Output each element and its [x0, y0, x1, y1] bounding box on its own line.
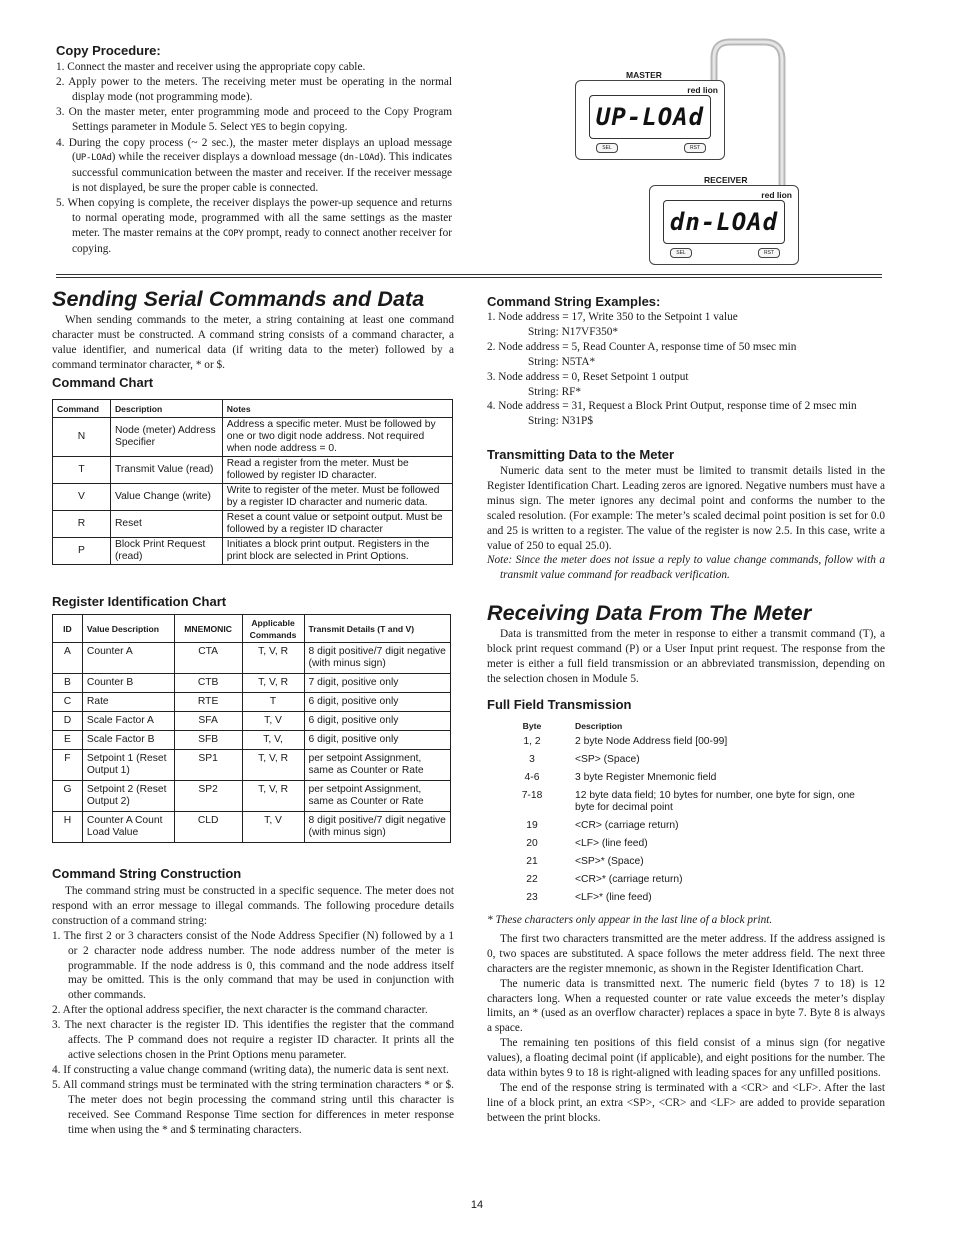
value-description-cell: Rate: [82, 693, 174, 712]
applicable-commands-cell: T, V, R: [242, 781, 304, 812]
copy-step-5: 5. When copying is complete, the receiver displays the power-up sequence and returns to normal operating mode, programmed with all the same settings as the master meter. The master remains at the COPY prompt, ready to connect another receiver for copying.: [56, 197, 452, 255]
full-field-row: [503, 892, 885, 904]
transmitting-note: Note: Since the meter does not issue a reply to value change commands, follow with a transmit value command for readback verification.: [487, 554, 885, 582]
value-description-cell: Counter A: [82, 643, 174, 674]
construction-steps: [52, 929, 454, 1138]
full-field-row: [503, 856, 885, 868]
transmitting-body: Numeric data sent to the meter must be limited to transmit details listed in the Register Identification Chart. Leading zeros are ignored. Negative numbers must have a minus sign. The meter ignores any decimal point and conforms the number to the scaled resolution. (For example: The meter’s scaled decimal point position is set for 0.0 and 25 is written to a register. The value of the register is now 2.5. In this case, write a value of 250 to equal 25.0).: [487, 465, 885, 552]
page-number: 14: [470, 1199, 484, 1211]
applicable-commands-cell: T: [242, 693, 304, 712]
command-cell: N: [53, 418, 111, 457]
command-cell: P: [53, 538, 111, 565]
transmitting-section: [487, 447, 885, 583]
value-description-cell: Counter A Count Load Value: [82, 812, 174, 843]
mnemonic-cell: SFA: [174, 712, 242, 731]
command-cell: T: [53, 457, 111, 484]
example-1-string: String: N17VF350*: [528, 325, 619, 338]
id-cell: C: [53, 693, 83, 712]
notes-cell: Write to register of the meter. Must be followed by a register ID character and numeric data.: [222, 484, 452, 511]
copy-figure: [560, 30, 820, 270]
value-description-cell: Setpoint 2 (Reset Output 2): [82, 781, 174, 812]
receiver-rst-button: RST: [758, 248, 780, 258]
sending-title: Sending Serial Commands and Data: [52, 287, 425, 311]
full-field-p2: The numeric data is transmitted next. The numeric field (bytes 7 to 18) is 12 characters long. When a requested counter or rate value exceeds the meter’s display limits, an * (used as an overflow character) replaces a space in byte 7. Byte 8 is always a space.: [487, 977, 885, 1035]
transmit-details-cell: 8 digit positive/7 digit negative (with minus sign): [304, 643, 450, 674]
byte-header: Byte: [522, 721, 542, 731]
receiver-display: dn-LOAd: [663, 200, 785, 244]
description-cell: Block Print Request (read): [110, 538, 222, 565]
construction-step-3: 3. The next character is the register ID. This identifies the register that the command affects. The P command does not require a register ID character. It prints all the active selections chosen in the Print Options menu parameter.: [52, 1019, 454, 1061]
value-description-cell: Setpoint 1 (Reset Output 1): [82, 750, 174, 781]
byte-cell: 23: [526, 892, 538, 903]
full-field-header-row: [503, 720, 885, 736]
description-cell: Value Change (write): [110, 484, 222, 511]
mnemonic-cell: CTB: [174, 674, 242, 693]
receiver-brand-logo: red lion: [761, 190, 792, 200]
notes-cell: Initiates a block print output. Registers in the print block are selected in Print Options.: [222, 538, 452, 565]
register-chart-section: [52, 594, 454, 843]
construction-intro: The command string must be constructed in a specific sequence. The meter does not respond with an error message to illegal commands. The following procedure details construction of a command string:: [52, 885, 454, 927]
applicable-commands-cell: T, V: [242, 712, 304, 731]
full-field-row: [503, 838, 885, 850]
command-cell: R: [53, 511, 111, 538]
mnemonic-header: MNEMONIC: [174, 615, 242, 643]
notes-cell: Read a register from the meter. Must be followed by register ID character.: [222, 457, 452, 484]
yes-code: YES: [250, 122, 266, 133]
full-field-row: [503, 772, 885, 784]
applicable-commands-cell: T, V,: [242, 731, 304, 750]
construction-step-2: 2. After the optional address specifier, the next character is the command character.: [52, 1004, 428, 1017]
master-display: UP-LOAd: [589, 95, 711, 139]
id-cell: F: [53, 750, 83, 781]
value-description-cell: Scale Factor B: [82, 731, 174, 750]
example-2-string: String: N5TA*: [528, 355, 596, 368]
applicable-commands-cell: T, V: [242, 812, 304, 843]
command-row: [53, 538, 453, 565]
command-row: [53, 511, 453, 538]
register-row: [53, 674, 451, 693]
command-header: Command: [53, 400, 111, 418]
construction-section: [52, 866, 454, 1137]
full-field-row: [503, 820, 885, 832]
construction-title: Command String Construction: [52, 866, 242, 881]
receiver-label: RECEIVER: [704, 175, 748, 185]
command-row: [53, 418, 453, 457]
register-row: [53, 712, 451, 731]
copy-procedure-steps: [56, 60, 452, 257]
applicable-commands-cell: T, V, R: [242, 750, 304, 781]
construction-step-5: 5. All command strings must be terminated with the string termination characters * or $. The meter does not begin processing the command string until this character is received. See Command Response Time section for differences in meter response time when using the * and $ terminating characters.: [52, 1078, 454, 1136]
construction-step-1: 1. The first 2 or 3 characters consist of the Node Address Specifier (N) followed by a 1 or 2 character node address number. The node address number of the meter is programmable. If the node address is 0, this command and the node address itself may be omitted. This is the only command that may be used in conjunction with other commands.: [52, 929, 454, 1002]
register-row: [53, 750, 451, 781]
mnemonic-cell: SP2: [174, 781, 242, 812]
command-chart-title: Command Chart: [52, 375, 154, 390]
register-row: [53, 812, 451, 843]
byte-cell: 21: [526, 856, 538, 867]
transmit-details-cell: per setpoint Assignment, same as Counter or Rate: [304, 781, 450, 812]
receiving-title: Receiving Data From The Meter: [487, 601, 812, 625]
example-1: 1. Node address = 17, Write 350 to the Setpoint 1 value: [487, 311, 738, 323]
full-field-p4: The end of the response string is terminated with a <CR> and <LF>. After the last line of a block print, an extra <SP>, <CR> and <LF> are added to provide separation between the print blocks.: [487, 1081, 885, 1124]
copy-step-4: 4. During the copy process (~ 2 sec.), the master meter displays an upload message (UP-LOAd) while the receiver displays a download message (dn-LOAd). This indicates successful communication between the master and receiver. If the receiver message is not displayed, be sure the proper cable is connected.: [56, 136, 452, 195]
applicable-commands-cell: T, V, R: [242, 674, 304, 693]
description-cell: 2 byte Node Address field [00-99]: [575, 736, 728, 747]
transmit-details-cell: 6 digit, positive only: [304, 731, 450, 750]
id-header: ID: [53, 615, 83, 643]
full-field-section: [487, 697, 885, 1126]
description-cell: <LF> (line feed): [575, 838, 648, 849]
copy-procedure-section: [56, 43, 452, 257]
transmit-details-cell: 8 digit positive/7 digit negative (with minus sign): [304, 812, 450, 843]
master-meter: [575, 80, 725, 160]
mnemonic-cell: SP1: [174, 750, 242, 781]
id-cell: E: [53, 731, 83, 750]
mnemonic-cell: CTA: [174, 643, 242, 674]
register-chart-title: Register Identification Chart: [52, 594, 227, 609]
id-cell: D: [53, 712, 83, 731]
full-field-table: [503, 720, 885, 904]
full-field-row: [503, 754, 885, 766]
full-field-row: [503, 790, 885, 814]
download-code: dn-LOAd: [343, 153, 380, 164]
byte-cell: 20: [526, 838, 538, 849]
byte-cell: 3: [529, 754, 535, 765]
examples-section: [487, 294, 885, 429]
byte-cell: 1, 2: [523, 736, 541, 747]
notes-header: Notes: [222, 400, 452, 418]
description-cell: <CR> (carriage return): [575, 820, 679, 831]
full-field-row: [503, 736, 885, 748]
applicable-commands-header: Applicable Commands: [242, 615, 304, 643]
transmit-details-cell: 7 digit, positive only: [304, 674, 450, 693]
full-field-row: [503, 874, 885, 886]
command-cell: V: [53, 484, 111, 511]
transmitting-title: Transmitting Data to the Meter: [487, 447, 675, 462]
master-rst-button: RST: [684, 143, 706, 153]
receiver-sel-button: SEL: [670, 248, 692, 258]
notes-cell: Reset a count value or setpoint output. Must be followed by a register ID character: [222, 511, 452, 538]
notes-cell: Address a specific meter. Must be followed by one or two digit node address. Not required when node address = 0.: [222, 418, 452, 457]
examples-list: [487, 310, 885, 429]
register-row: [53, 693, 451, 712]
master-label: MASTER: [626, 70, 662, 80]
description-cell: Reset: [110, 511, 222, 538]
description-cell: Node (meter) Address Specifier: [110, 418, 222, 457]
mnemonic-cell: CLD: [174, 812, 242, 843]
command-chart-section: [52, 375, 454, 565]
description-cell: Transmit Value (read): [110, 457, 222, 484]
full-field-p3: The remaining ten positions of this field consist of a minus sign (for negative values), a floating decimal point (if applicable), and eight positions for the number. The data within bytes 9 to 18 is right-aligned with leading spaces for any unfilled positions.: [487, 1037, 885, 1080]
copy-code: COPY: [222, 228, 244, 239]
byte-cell: 19: [526, 820, 538, 831]
description-cell: <CR>* (carriage return): [575, 874, 683, 885]
transmit-details-cell: per setpoint Assignment, same as Counter or Rate: [304, 750, 450, 781]
description-header: Description: [110, 400, 222, 418]
copy-step-3: 3. On the master meter, enter programming mode and proceed to the Copy Program Settings parameter in Module 5. Select YES to begin copying.: [56, 105, 452, 133]
copy-procedure-title: Copy Procedure:: [56, 43, 161, 58]
receiving-section: [487, 601, 885, 687]
copy-step-2: 2. Apply power to the meters. The receiving meter must be operating in the normal display mode (not programming mode).: [56, 75, 452, 103]
description-cell: <LF>* (line feed): [575, 892, 652, 903]
example-4: 4. Node address = 31, Request a Block Print Output, response time of 2 msec min: [487, 400, 857, 413]
transmit-details-cell: 6 digit, positive only: [304, 712, 450, 731]
id-cell: A: [53, 643, 83, 674]
id-cell: H: [53, 812, 83, 843]
mnemonic-cell: SFB: [174, 731, 242, 750]
command-row: [53, 484, 453, 511]
description-cell: 12 byte data field; 10 bytes for number, one byte for sign, one byte for decimal point: [575, 790, 855, 813]
receiving-intro: Data is transmitted from the meter in response to either a transmit command (T), a block print request command (P) or a User Input print request. The response from the meter is either a full field transmission or an abbreviated transmission, depending on the selection chosen in Module 5.: [487, 628, 885, 685]
sending-intro: When sending commands to the meter, a string containing at least one command character must be constructed. A command string consists of a command character, a value identifier, and numerical data (if writing data to the meter) followed by a command terminator character, * or $.: [52, 314, 454, 371]
byte-cell: 4-6: [524, 772, 540, 783]
example-3: 3. Node address = 0, Reset Setpoint 1 output: [487, 370, 689, 383]
description-cell: <SP> (Space): [575, 754, 640, 765]
full-field-footnote: * These characters only appear in the last line of a block print.: [487, 914, 773, 926]
upload-code: UP-LOAd: [75, 153, 112, 164]
register-row: [53, 731, 451, 750]
applicable-commands-cell: T, V, R: [242, 643, 304, 674]
mnemonic-cell: RTE: [174, 693, 242, 712]
command-row: [53, 457, 453, 484]
byte-cell: 7-18: [521, 790, 543, 801]
sending-section: [52, 287, 454, 373]
full-field-title: Full Field Transmission: [487, 697, 632, 712]
value-description-header: Value Description: [82, 615, 174, 643]
description-cell: 3 byte Register Mnemonic field: [575, 772, 717, 783]
transmit-details-header: Transmit Details (T and V): [304, 615, 450, 643]
byte-cell: 22: [526, 874, 538, 885]
value-description-cell: Counter B: [82, 674, 174, 693]
transmit-details-cell: 6 digit, positive only: [304, 693, 450, 712]
example-3-string: String: RF*: [528, 385, 582, 398]
register-row: [53, 781, 451, 812]
description-cell: <SP>* (Space): [575, 856, 644, 867]
receiver-meter: [649, 185, 799, 265]
register-chart-table: [52, 614, 451, 843]
section-divider: [56, 274, 882, 278]
id-cell: B: [53, 674, 83, 693]
examples-title: Command String Examples:: [487, 294, 661, 309]
master-sel-button: SEL: [596, 143, 618, 153]
full-field-p1: The first two characters transmitted are the meter address. If the address assigned is 0, two spaces are substituted. A space follows the meter address field. The next three characters are the register mnemonic, as shown in the Register Identification Chart.: [487, 932, 885, 975]
example-2: 2. Node address = 5, Read Counter A, response time of 50 msec min: [487, 340, 797, 353]
copy-step-1: 1. Connect the master and receiver using the appropriate copy cable.: [56, 61, 366, 73]
id-cell: G: [53, 781, 83, 812]
construction-step-4: 4. If constructing a value change command (writing data), the numeric data is sent next.: [52, 1063, 449, 1076]
master-brand-logo: red lion: [687, 85, 718, 95]
description-header: Description: [575, 721, 623, 731]
example-4-string: String: N31P$: [528, 415, 593, 428]
register-row: [53, 643, 451, 674]
value-description-cell: Scale Factor A: [82, 712, 174, 731]
command-chart-table: [52, 399, 453, 565]
